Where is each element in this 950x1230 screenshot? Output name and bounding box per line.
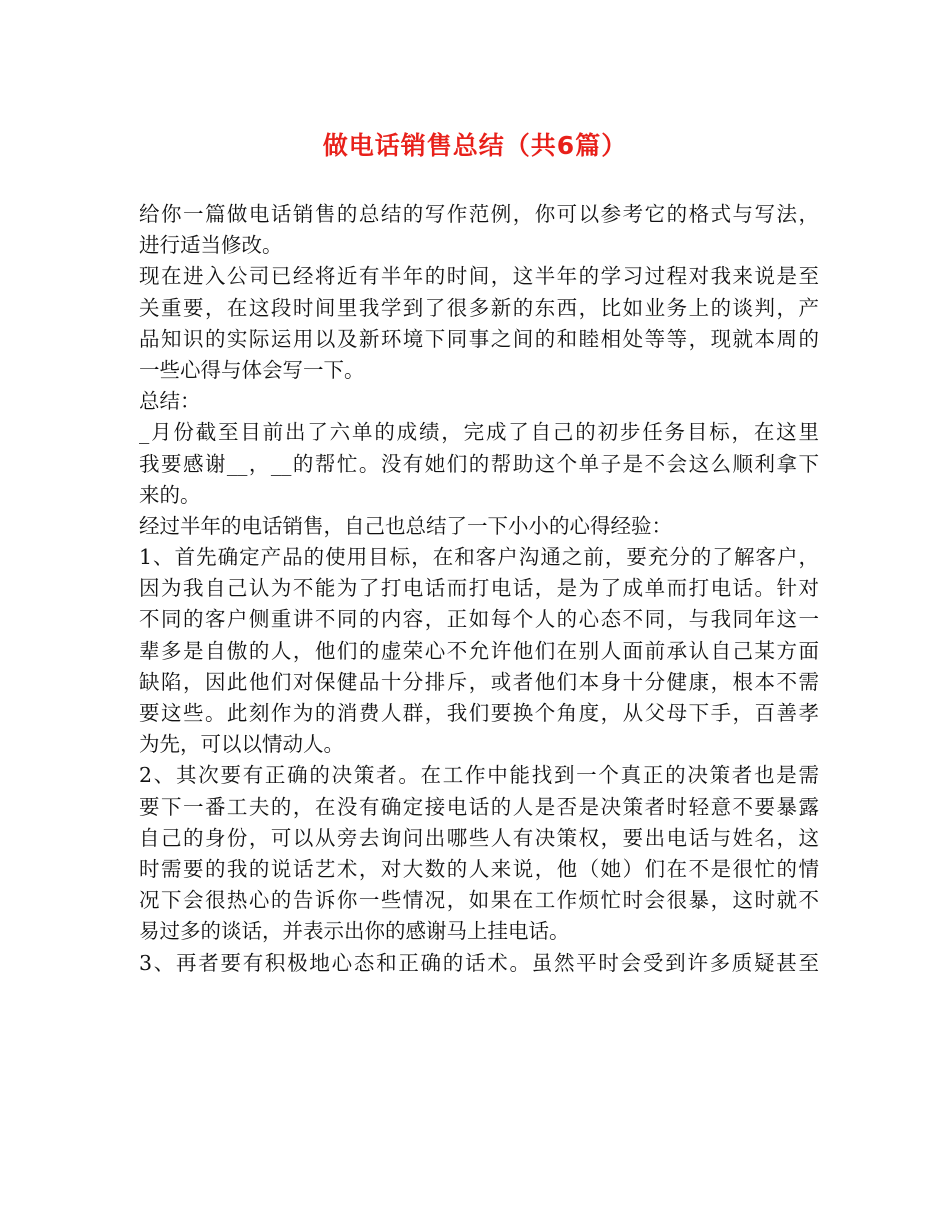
text-line: 来的。 bbox=[139, 482, 201, 507]
text-line: 缺陷，因此他们对保健品十分排斥，或者他们本身十分健康，根本不需 bbox=[139, 669, 819, 694]
text-line: 况下会很热心的告诉你一些情况，如果在工作烦忙时会很暴，这时就不 bbox=[139, 888, 819, 913]
text-line: 一些心得与体会写一下。 bbox=[139, 357, 365, 382]
text-line: 要下一番工夫的，在没有确定接电话的人是否是决策者时轻意不要暴露 bbox=[139, 794, 819, 819]
text-line: 现在进入公司已经将近有半年的时间，这半年的学习过程对我来说是至 bbox=[139, 264, 819, 289]
text-line: 易过多的谈话，并表示出你的感谢马上挂电话。 bbox=[139, 919, 570, 944]
text-line: 1、首先确定产品的使用目标，在和客户沟通之前，要充分的了解客户， bbox=[139, 545, 819, 570]
text-line: 进行适当修改。 bbox=[139, 233, 283, 258]
text-line: 3、再者要有积极地心态和正确的话术。虽然平时会受到许多质疑甚至 bbox=[139, 950, 819, 975]
text-line: 经过半年的电话销售，自己也总结了一下小小的心得经验： bbox=[139, 513, 672, 538]
text-line: 时需要的我的说话艺术，对大数的人来说，他（她）们在不是很忙的情 bbox=[139, 856, 819, 881]
text-line: _月份截至目前出了六单的成绩，完成了自己的初步任务目标，在这里 bbox=[139, 420, 819, 445]
text-line: 给你一篇做电话销售的总结的写作范例，你可以参考它的格式与写法， bbox=[139, 202, 819, 226]
text-line: 要这些。此刻作为的消费人群，我们要换个角度，从父母下手，百善孝 bbox=[139, 701, 819, 725]
text-line: 关重要，在这段时间里我学到了很多新的东西，比如业务上的谈判，产 bbox=[139, 295, 819, 320]
text-line: 我要感谢__，__的帮忙。没有她们的帮助这个单子是不会这么顺利拿下 bbox=[139, 451, 819, 476]
text-line: 为先，可以以情动人。 bbox=[139, 732, 344, 757]
text-line: 因为我自己认为不能为了打电话而打电话，是为了成单而打电话。针对 bbox=[139, 576, 819, 601]
document-body bbox=[139, 199, 819, 979]
text-line: 自己的身份，可以从旁去询问出哪些人有决策权，要出电话与姓名，这 bbox=[139, 825, 819, 850]
text-line: 品知识的实际运用以及新环境下同事之间的和睦相处等等，现就本周的 bbox=[139, 326, 819, 351]
text-line: 辈多是自傲的人，他们的虚荣心不允许他们在别人面前承认自己某方面 bbox=[139, 638, 819, 663]
text-line: 不同的客户侧重讲不同的内容，正如每个人的心态不同，与我同年这一 bbox=[139, 607, 819, 632]
text-line: 总结： bbox=[139, 389, 201, 414]
text-line: 2、其次要有正确的决策者。在工作中能找到一个真正的决策者也是需 bbox=[139, 763, 819, 788]
document-title: 做电话销售总结（共6篇） bbox=[322, 131, 628, 160]
